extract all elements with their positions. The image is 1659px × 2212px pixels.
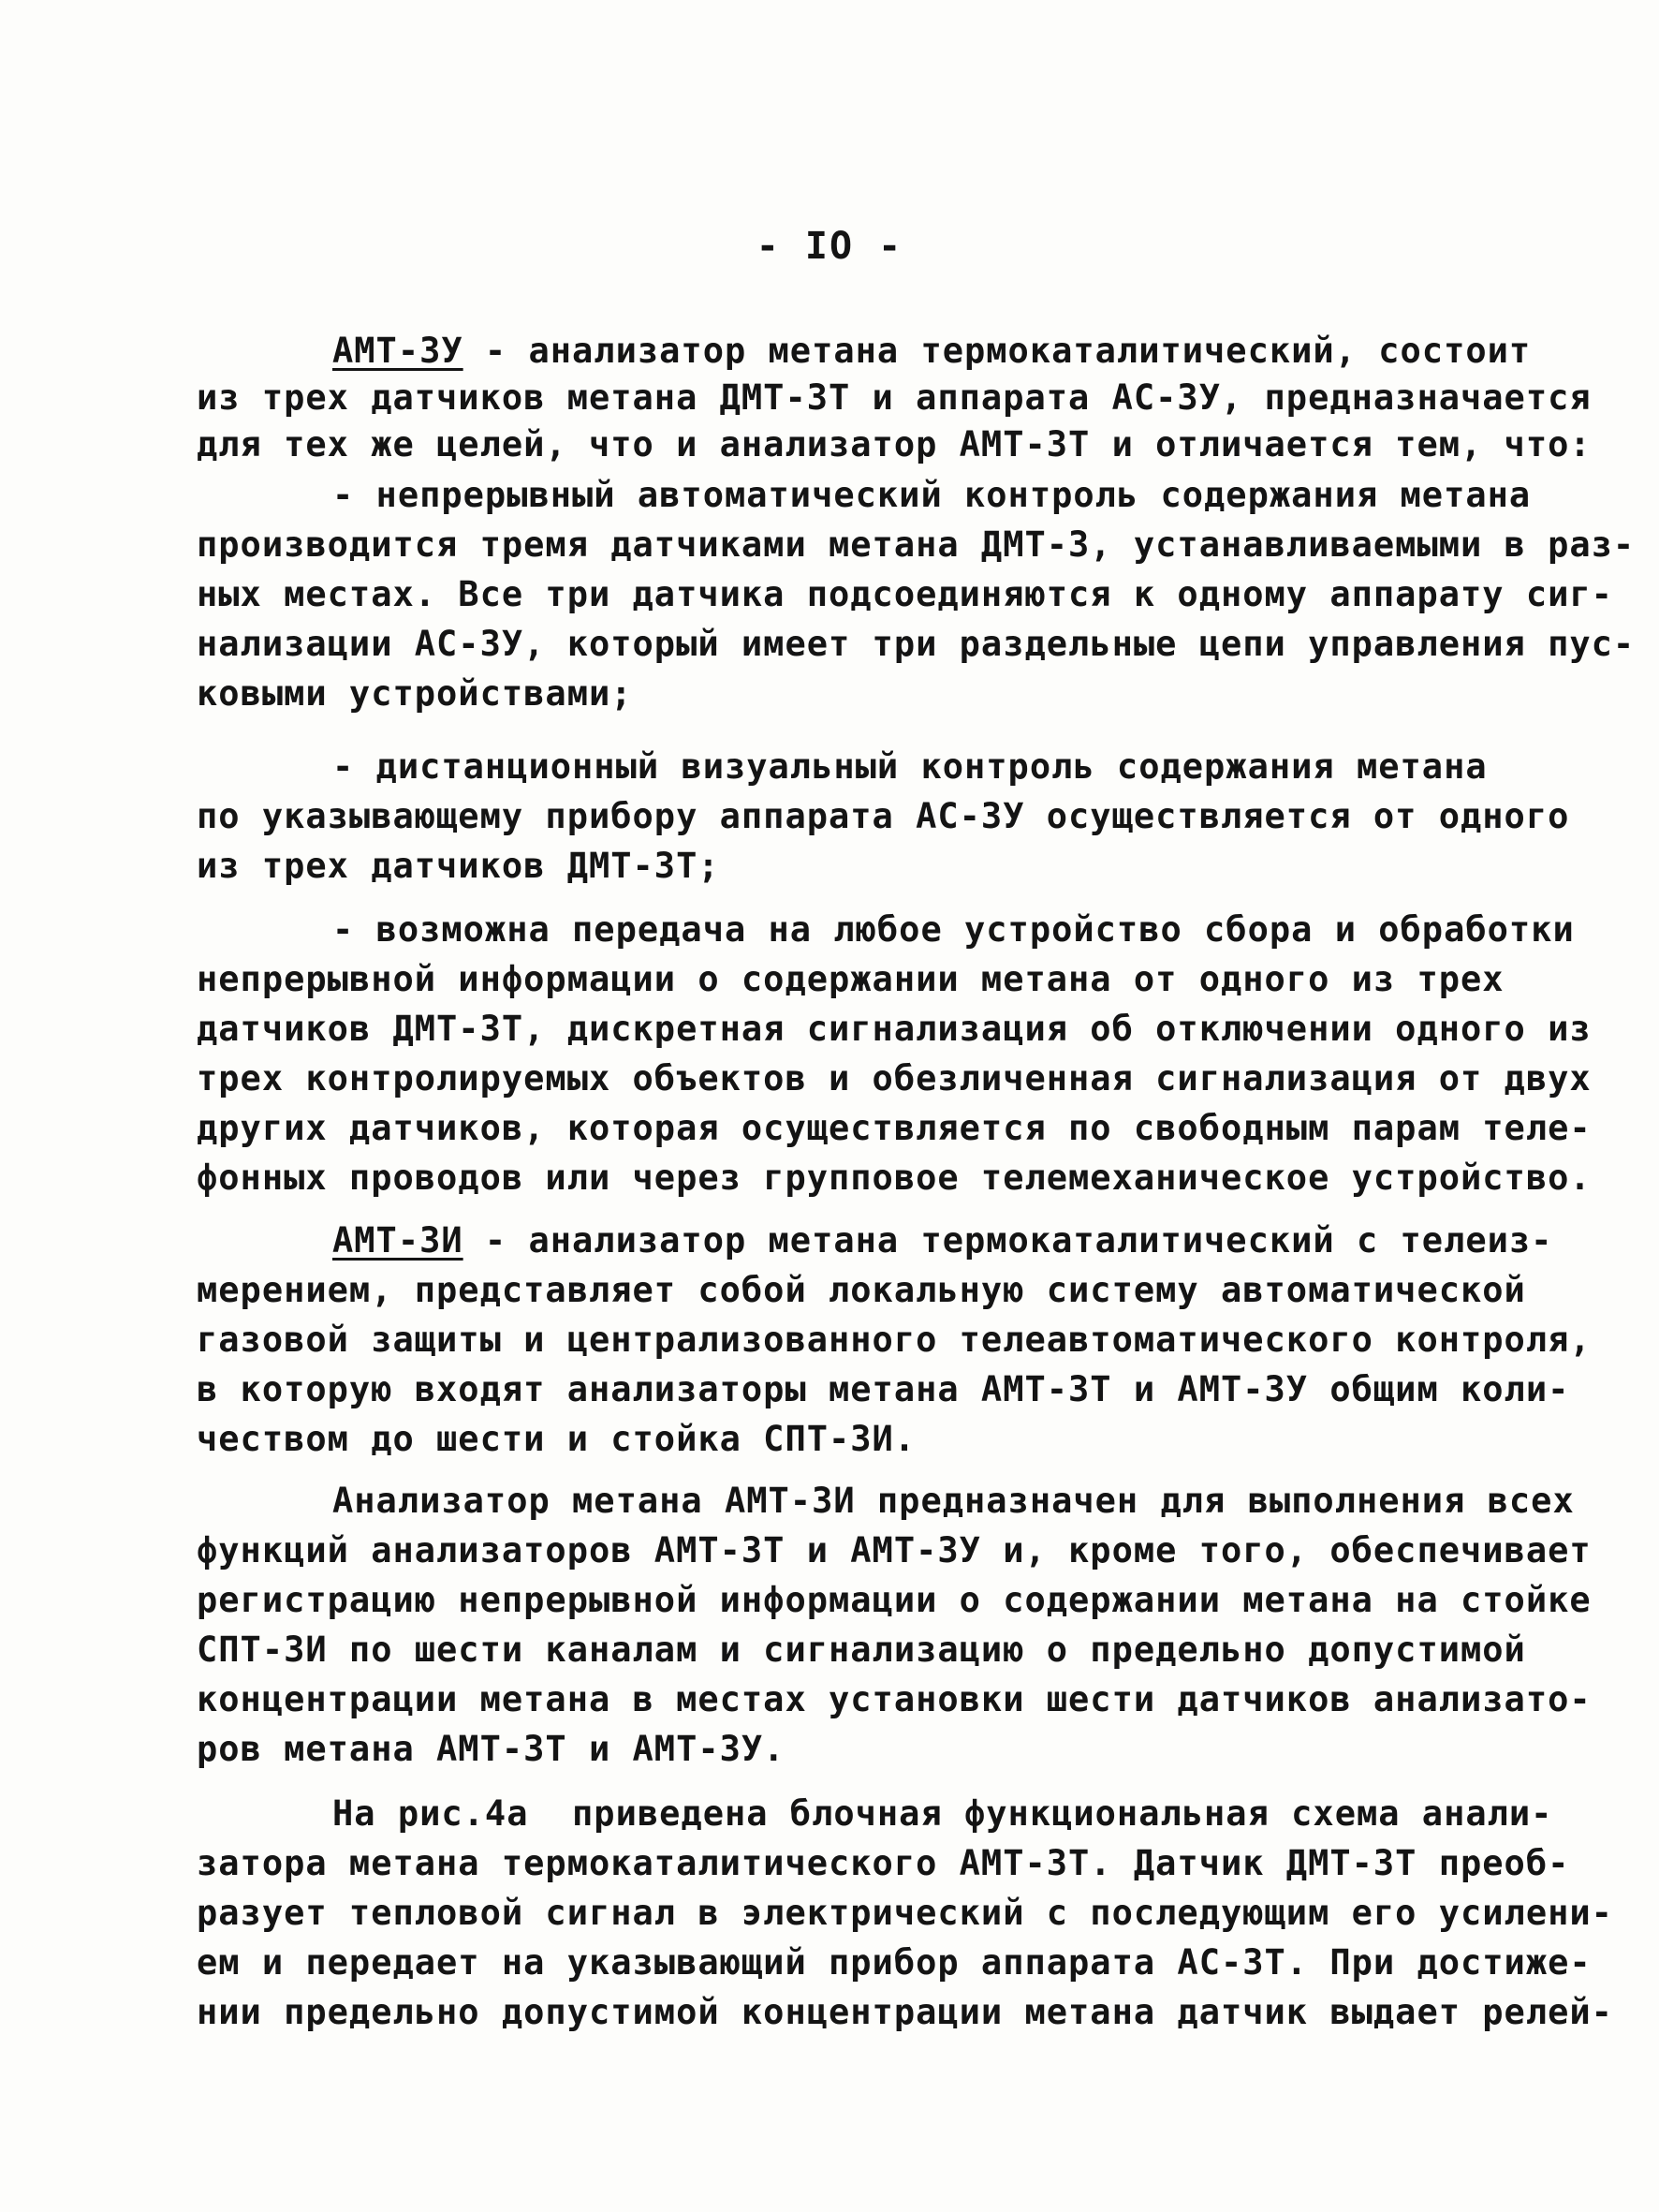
text-line: Анализатор метана АМТ-3И предназначен для выполнения всех xyxy=(332,1481,1575,1521)
text-line: производится тремя датчиками метана ДМТ-3, устанавливаемыми в раз- xyxy=(197,524,1636,565)
text-line: из трех датчиков метана ДМТ-3Т и аппарата АС-3У, предназначается xyxy=(197,377,1592,418)
text-line: ров метана АМТ-3Т и АМТ-3У. xyxy=(197,1729,785,1769)
text-line: в которую входят анализаторы метана АМТ-3Т и АМТ-3У общим коли- xyxy=(197,1369,1570,1409)
text-line: мерением, представляет собой локальную систему автоматической xyxy=(197,1270,1526,1310)
page-number: - IO - xyxy=(756,225,903,268)
text-line: разует тепловой сигнал в электрический с последующим его усилени- xyxy=(197,1893,1613,1933)
text-line: из трех датчиков ДМТ-3Т; xyxy=(197,846,720,886)
text-line: трех контролируемых объектов и обезличенная сигнализация от двух xyxy=(197,1058,1592,1099)
text-line: ковыми устройствами; xyxy=(197,673,633,714)
text-line: АМТ-3У - анализатор метана термокаталитический, состоит xyxy=(332,331,1532,371)
text-line: нии предельно допустимой концентрации метана датчик выдает релей- xyxy=(197,1992,1613,2032)
text-line: функций анализаторов АМТ-3Т и АМТ-3У и, кроме того, обеспечивает xyxy=(197,1530,1592,1571)
text-line: фонных проводов или через групповое телемеханическое устройство. xyxy=(197,1158,1592,1198)
text-line: датчиков ДМТ-3Т, дискретная сигнализация об отключении одного из xyxy=(197,1009,1592,1049)
text-line: концентрации метана в местах установки шести датчиков анализато- xyxy=(197,1679,1592,1719)
text-line: для тех же целей, что и анализатор АМТ-3Т и отличается тем, что: xyxy=(197,424,1592,465)
text-line: других датчиков, которая осуществляется по свободным парам теле- xyxy=(197,1108,1592,1148)
text-line: чеством до шести и стойка СПТ-3И. xyxy=(197,1419,917,1459)
text-line: На рис.4а приведена блочная функциональная схема анали- xyxy=(332,1793,1553,1834)
text-line: - непрерывный автоматический контроль содержания метана xyxy=(332,475,1532,515)
text-line: непрерывной информации о содержании метана от одного из трех xyxy=(197,959,1505,999)
text-line: СПТ-3И по шести каналам и сигнализацию о предельно допустимой xyxy=(197,1630,1526,1670)
text-line: затора метана термокаталитического АМТ-3Т. Датчик ДМТ-3Т преоб- xyxy=(197,1843,1570,1883)
text-line: АМТ-3И - анализатор метана термокаталитический с телеиз- xyxy=(332,1220,1553,1261)
text-line: ем и передает на указывающий прибор аппарата АС-3Т. При достиже- xyxy=(197,1942,1592,1983)
text-line: по указывающему прибору аппарата АС-3У осуществляется от одного xyxy=(197,796,1570,836)
term-label: АМТ-3У xyxy=(332,331,463,371)
text-line: нализации АС-3У, который имеет три раздельные цепи управления пус- xyxy=(197,624,1636,664)
text-line: - возможна передача на любое устройство сбора и обработки xyxy=(332,909,1575,950)
text-line: газовой защиты и централизованного телеавтоматического контроля, xyxy=(197,1320,1592,1360)
text-line: - дистанционный визуальный контроль содержания метана xyxy=(332,746,1488,787)
term-label: АМТ-3И xyxy=(332,1220,463,1261)
text-line: регистрацию непрерывной информации о содержании метана на стойке xyxy=(197,1580,1592,1620)
text-line: ных местах. Все три датчика подсоединяются к одному аппарату сиг- xyxy=(197,574,1613,614)
